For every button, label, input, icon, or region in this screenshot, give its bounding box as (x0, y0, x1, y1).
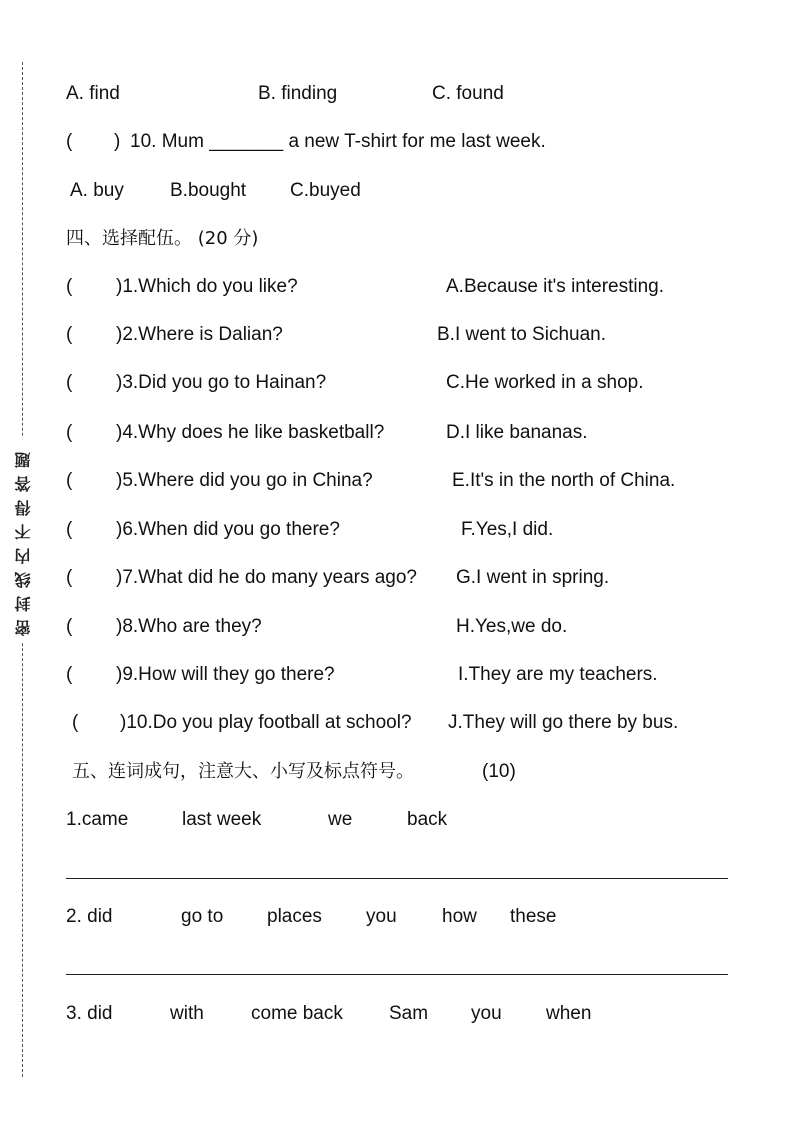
word-chip: go to (181, 906, 224, 927)
match-answer: D.I like bananas. (446, 422, 588, 443)
word-chip: we (328, 809, 353, 830)
match-question: )3.Did you go to Hainan? (116, 372, 327, 393)
match-answer: E.It's in the north of China. (452, 470, 676, 491)
q9-option-c: C. found (432, 83, 504, 104)
match-answer: C.He worked in a shop. (446, 372, 644, 393)
word-chip: back (407, 809, 448, 830)
word-chip: come back (251, 1003, 343, 1024)
match-answer: F.Yes,I did. (461, 519, 554, 540)
word-chip: how (442, 906, 477, 927)
answer-line-q1[interactable] (66, 878, 728, 879)
match-paren: ( (72, 712, 79, 733)
match-paren: ( (66, 422, 73, 443)
word-chip: 1.came (66, 809, 129, 830)
word-chip: last week (182, 809, 262, 830)
q9-option-a: A. find (66, 83, 120, 104)
match-answer: I.They are my teachers. (458, 664, 658, 685)
word-chip: when (546, 1003, 592, 1024)
seal-line-notice: 密封线内不得答题 (12, 438, 34, 642)
answer-line-q2[interactable] (66, 974, 728, 975)
match-question: )2.Where is Dalian? (116, 324, 283, 345)
word-chip: Sam (389, 1003, 429, 1024)
match-answer: J.They will go there by bus. (448, 712, 679, 733)
q10-option-a: A. buy (70, 180, 124, 201)
q10-paren-close: ) (114, 131, 121, 152)
q10-option-c: C.buyed (290, 180, 361, 201)
word-chip: these (510, 906, 557, 927)
word-chip: you (366, 906, 397, 927)
match-question: )1.Which do you like? (116, 276, 298, 297)
word-chip: places (267, 906, 322, 927)
match-answer: B.I went to Sichuan. (437, 324, 606, 345)
match-answer: A.Because it's interesting. (446, 276, 665, 297)
match-paren: ( (66, 470, 73, 491)
match-question: )6.When did you go there? (116, 519, 340, 540)
match-answer: H.Yes,we do. (456, 616, 568, 637)
section5-score: (10) (482, 761, 516, 782)
match-paren: ( (66, 616, 73, 637)
match-question: )4.Why does he like basketball? (116, 422, 385, 443)
match-paren: ( (66, 519, 73, 540)
match-answer: G.I went in spring. (456, 567, 610, 588)
section4-title: 四、选择配伍。 (20 分) (66, 228, 259, 249)
match-paren: ( (66, 567, 73, 588)
match-question: )10.Do you play football at school? (120, 712, 412, 733)
match-paren: ( (66, 276, 73, 297)
q10-text: 10. Mum _______ a new T-shirt for me last week. (130, 131, 546, 152)
word-chip: 3. did (66, 1003, 113, 1024)
match-question: )8.Who are they? (116, 616, 262, 637)
match-paren: ( (66, 372, 73, 393)
match-question: )5.Where did you go in China? (116, 470, 373, 491)
q10-paren-open: ( (66, 131, 73, 152)
q9-option-b: B. finding (258, 83, 338, 104)
match-paren: ( (66, 324, 73, 345)
word-chip: 2. did (66, 906, 113, 927)
q10-option-b: B.bought (170, 180, 247, 201)
section5-title: 五、连词成句，注意大、小写及标点符号。 (72, 761, 414, 782)
match-question: )9.How will they go there? (116, 664, 335, 685)
word-chip: with (170, 1003, 204, 1024)
match-paren: ( (66, 664, 73, 685)
match-question: )7.What did he do many years ago? (116, 567, 418, 588)
word-chip: you (471, 1003, 502, 1024)
